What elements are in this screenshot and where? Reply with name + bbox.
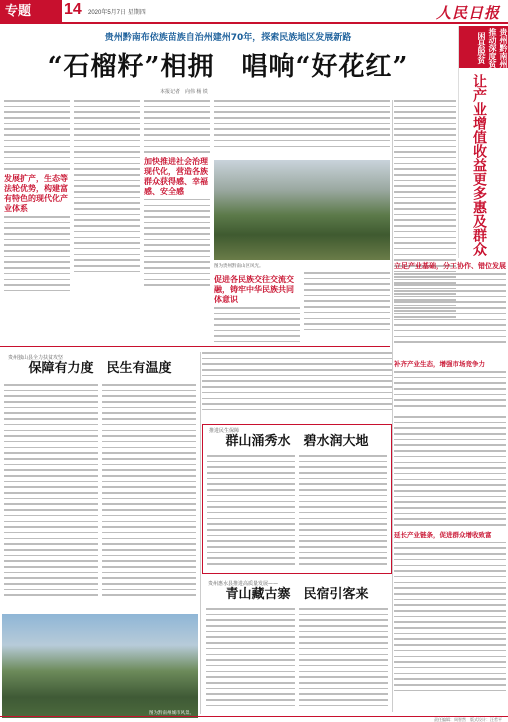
article-column-8 [202, 352, 392, 422]
middle-box-title: 群山涌秀水 碧水润大地 [225, 434, 369, 449]
masthead [0, 0, 508, 22]
text-block [394, 542, 506, 691]
commentary-subhead-3: 延长产业链条，促进群众增收致富 [394, 530, 492, 539]
article-column-4 [214, 100, 390, 158]
commentary-body-2 [394, 356, 506, 416]
text-block [304, 272, 390, 330]
issue-date: 2020年5月7日 星期四 [88, 10, 146, 16]
section-heading-1: 发展扩产，生态等法轮优势，构建富有特色的现代化产业体系 [4, 173, 68, 213]
landscape-photo [214, 160, 390, 268]
footer-credits: 责任编辑：周智然 版式设计：汪哲平 [434, 717, 502, 722]
photo-caption: 图为贵州黔南山区风光。 [214, 263, 264, 268]
masthead-rule [0, 22, 508, 24]
article-box-left [2, 352, 198, 610]
text-block [394, 416, 506, 526]
text-block [394, 371, 506, 407]
page-headline: “石榴籽”相拥 唱响“好花红” [47, 52, 409, 82]
text-block [4, 100, 70, 170]
page-footer [0, 716, 508, 722]
page-number: 14 [64, 1, 82, 18]
commentary-title: 让产业增值收益更多惠及群众 [471, 74, 487, 256]
left-box-kicker: 贵州独山县全力扶贫攻坚 [8, 355, 64, 361]
article-box-middle [202, 424, 392, 574]
commentary-body-3 [394, 416, 506, 712]
newspaper-logo: 人民日报 [435, 4, 500, 22]
city-photo [2, 614, 198, 718]
column-divider [200, 352, 201, 714]
article-column-3 [144, 100, 210, 292]
text-block [144, 199, 210, 286]
text-block [74, 100, 140, 272]
photo-caption: 图为黔南州城市风景。 [149, 710, 194, 715]
bottom-box-title: 青山藏古寨 民宿引客来 [225, 587, 369, 602]
article-column-5 [214, 272, 300, 342]
article-column-6 [304, 272, 390, 342]
section-heading-2: 加快推进社会治理现代化，营造各族群众获得感、幸福感、安全感 [144, 156, 208, 196]
section-label: 专题 [0, 0, 62, 22]
text-block [207, 455, 295, 569]
column-divider [392, 100, 393, 712]
article-box-bottom [202, 578, 392, 712]
article-column-1 [4, 100, 70, 292]
text-block [206, 608, 295, 710]
middle-box-kicker: 推进民生保障 [209, 428, 240, 434]
commentary-banner: 贵州黔南州推动深度贫困县脱贫 [459, 26, 508, 68]
text-block [214, 307, 300, 342]
text-block [4, 384, 98, 600]
commentary-subhead-2: 补齐产业生态，增强市场竞争力 [394, 360, 485, 368]
commentary-body [394, 258, 506, 354]
section-divider [0, 346, 390, 347]
text-block [4, 216, 70, 292]
section-heading-3: 促进各民族交往交流交融，铸牢中华民族共同体意识 [214, 275, 294, 304]
commentary-sidebar [458, 26, 508, 258]
left-box-title: 保障有力度 民生有温度 [28, 361, 172, 376]
text-block [394, 273, 506, 343]
text-block [299, 455, 387, 569]
header-byline: 本报记者 向伟 杨 铁 [160, 89, 208, 95]
text-block [299, 608, 388, 710]
article-column-2 [74, 100, 140, 292]
bottom-box-kicker: 贵州惠水县推进高质量发展—— [208, 581, 279, 587]
text-block [214, 100, 390, 147]
text-block [202, 352, 392, 410]
text-block [102, 384, 196, 600]
text-block [144, 100, 210, 153]
commentary-subhead-1: 立足产业基础，分工协作、错位发展 [394, 262, 506, 270]
header-kicker: 贵州黔南布依族苗族自治州建州70年，探索民族地区发展新路 [104, 33, 352, 43]
page-header [0, 26, 456, 86]
